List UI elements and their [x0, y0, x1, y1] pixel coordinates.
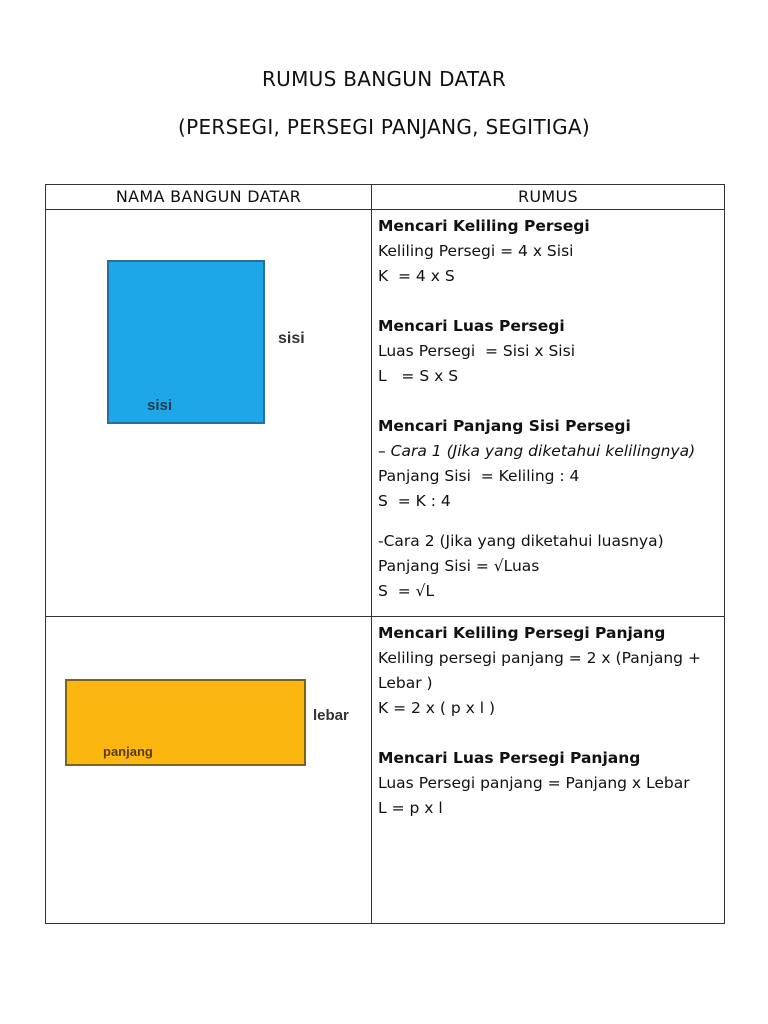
- cara1-label: – Cara 1 (Jika yang diketahui kelilingnya): [378, 442, 696, 460]
- header-rumus: RUMUS: [372, 185, 725, 210]
- table-row-persegi: [46, 210, 725, 617]
- keliling-persegi-line: Keliling Persegi = 4 x Sisi: [378, 242, 574, 260]
- formula-table: [45, 184, 725, 924]
- rectangle-shape: [65, 679, 306, 766]
- keliling-persegi-heading: Mencari Keliling Persegi: [378, 217, 590, 235]
- cara2-line: S = √L: [378, 582, 435, 600]
- keliling-persegi-line: K = 4 x S: [378, 267, 455, 285]
- luas-persegi-heading: Mencari Luas Persegi: [378, 317, 565, 335]
- cara1-line: S = K : 4: [378, 492, 451, 510]
- luas-pp-line: L = p x l: [378, 799, 443, 817]
- square-shape: [107, 260, 265, 424]
- shape-cell-persegi: [46, 210, 372, 617]
- rumus-cell-persegi-panjang: [372, 617, 725, 924]
- cara2-line: Panjang Sisi = √Luas: [378, 557, 540, 575]
- keliling-pp-line: K = 2 x ( p x l ): [378, 699, 496, 717]
- luas-persegi-line: Luas Persegi = Sisi x Sisi: [378, 342, 575, 360]
- luas-pp-heading: Mencari Luas Persegi Panjang: [378, 749, 641, 767]
- page-title: RUMUS BANGUN DATAR: [261, 67, 507, 91]
- square-label-inside: sisi: [147, 397, 173, 414]
- table-row-persegi-panjang: [46, 617, 725, 924]
- luas-persegi-line: L = S x S: [378, 367, 459, 385]
- square-label-side: sisi: [278, 330, 305, 347]
- shape-cell-persegi-panjang: [46, 617, 372, 924]
- panjang-sisi-heading: Mencari Panjang Sisi Persegi: [378, 417, 631, 435]
- rectangle-label-inside: panjang: [103, 744, 153, 759]
- rectangle-label-side: lebar: [313, 707, 349, 724]
- header-nama-bangun-datar: NAMA BANGUN DATAR: [46, 185, 372, 210]
- keliling-pp-line: Keliling persegi panjang = 2 x (Panjang + Lebar ): [378, 649, 706, 692]
- page-subtitle: (PERSEGI, PERSEGI PANJANG, SEGITIGA): [178, 115, 590, 139]
- luas-pp-line: Luas Persegi panjang = Panjang x Lebar: [378, 774, 690, 792]
- keliling-pp-heading: Mencari Keliling Persegi Panjang: [378, 624, 666, 642]
- cara2-label: -Cara 2 (Jika yang diketahui luasnya): [378, 532, 664, 550]
- rumus-cell-persegi: [372, 210, 725, 617]
- cara1-line: Panjang Sisi = Keliling : 4: [378, 467, 580, 485]
- table-header-row: [46, 185, 725, 210]
